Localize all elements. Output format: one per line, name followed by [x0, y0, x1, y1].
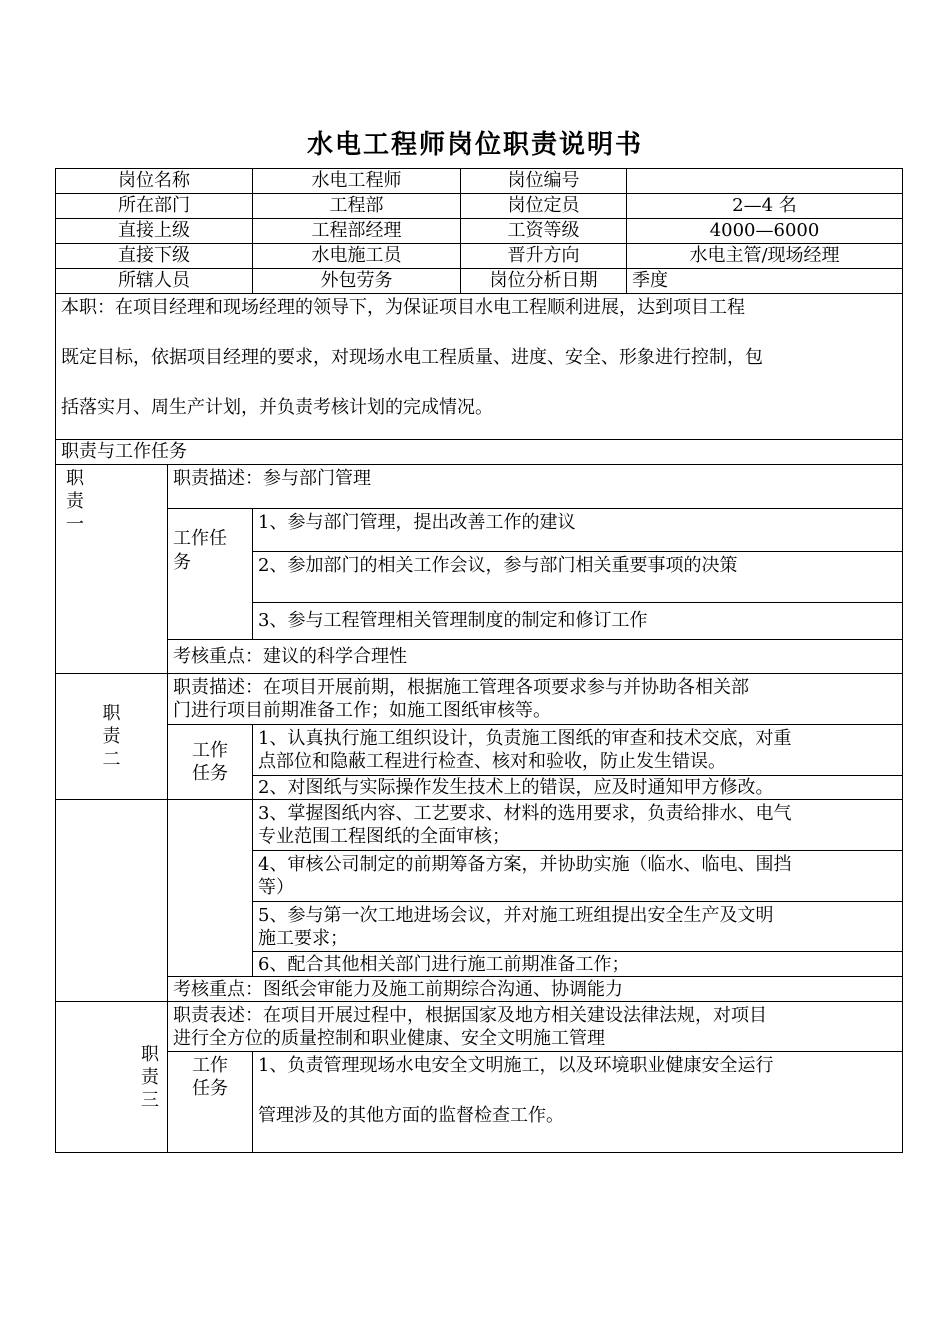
info-label: 所在部门 — [56, 194, 253, 219]
duty1-label-char: 职 — [66, 468, 84, 489]
tasks-label-line: 务 — [173, 552, 191, 573]
task-line: 4、审核公司制定的前期筹备方案，并协助实施（临水、临电、围挡 — [258, 854, 792, 875]
tasks-label-line: 任务 — [192, 763, 228, 784]
duty2-task — [253, 902, 903, 952]
duty3-label-char: 责 — [141, 1066, 159, 1088]
duty2-description-row — [56, 674, 903, 725]
duty1-label — [56, 465, 168, 674]
duty3-tasks-label — [168, 1052, 253, 1153]
info-value: 水电工程师 — [253, 169, 461, 194]
info-value: 水电施工员 — [253, 244, 461, 269]
duty3-task — [253, 1052, 903, 1153]
duty1-description: 职责描述：参与部门管理 — [168, 465, 903, 509]
task-row — [56, 725, 903, 776]
task-line: 1、认真执行施工组织设计，负责施工图纸的审查和技术交底，对重 — [258, 728, 792, 749]
tasks-label-line: 工作 — [192, 740, 228, 761]
duty1-tasks-label — [168, 509, 253, 640]
tasks-label-line: 工作任 — [173, 528, 227, 549]
info-label: 所辖人员 — [56, 269, 253, 294]
duty2-description — [168, 674, 903, 725]
description-line: 进行全方位的质量控制和职业健康、安全文明施工管理 — [173, 1027, 605, 1049]
task-line: 5、参与第一次工地进场会议，并对施工班组提出安全生产及文明 — [258, 904, 774, 926]
info-row — [56, 269, 903, 294]
duty1-task: 1、参与部门管理，提出改善工作的建议 — [253, 509, 903, 552]
task-line: 管理涉及的其他方面的监督检查工作。 — [258, 1105, 564, 1126]
duty2-label-char: 职 — [102, 703, 121, 724]
duty1-description-row — [56, 465, 903, 509]
task-line: 3、掌握图纸内容、工艺要求、材料的选用要求，负责给排水、电气 — [258, 803, 792, 824]
info-label: 岗位定员 — [461, 194, 627, 219]
info-value: 季度 — [627, 269, 903, 294]
task-row — [56, 509, 903, 552]
duty3-description-row — [56, 1002, 903, 1052]
info-row — [56, 244, 903, 269]
info-label: 工资等级 — [461, 219, 627, 244]
blank-cell — [168, 800, 253, 977]
duty2-task — [253, 725, 903, 776]
info-value: 4000—6000 — [627, 219, 903, 244]
duty2-task: 2、对图纸与实际操作发生技术上的错误，应及时通知甲方修改。 — [253, 776, 903, 800]
description-line: 门进行项目前期准备工作；如施工图纸审核等。 — [173, 700, 551, 721]
duty3-description — [168, 1002, 903, 1052]
info-label: 直接下级 — [56, 244, 253, 269]
task-line: 施工要求； — [258, 927, 348, 949]
summary-line: 既定目标，依据项目经理的要求，对现场水电工程质量、进度、安全、形象进行控制，包 — [61, 347, 763, 368]
info-value: 工程部 — [253, 194, 461, 219]
duty2-task: 6、配合其他相关部门进行施工前期准备工作； — [253, 952, 903, 977]
task-row — [56, 1052, 903, 1153]
info-value: 2—4 名 — [627, 194, 903, 219]
job-description-table — [55, 168, 903, 1153]
section-header-row — [56, 440, 903, 465]
summary-line: 本职：在项目经理和现场经理的领导下，为保证项目水电工程顺利进展，达到项目工程 — [61, 297, 745, 318]
duty1-assessment: 考核重点：建议的科学合理性 — [168, 640, 903, 674]
task-line: 等） — [258, 877, 294, 898]
duty1-label-char: 一 — [66, 514, 84, 535]
duty2-tasks-label — [168, 725, 253, 800]
info-value: 外包劳务 — [253, 269, 461, 294]
duty3-label — [56, 1002, 168, 1153]
duty2-label — [56, 674, 168, 800]
info-row — [56, 194, 903, 219]
task-row — [56, 800, 903, 851]
duty2-assessment: 考核重点：图纸会审能力及施工前期综合沟通、协调能力 — [168, 977, 903, 1002]
summary-row — [56, 294, 903, 440]
task-line: 点部位和隐蔽工程进行检查、核对和验收，防止发生错误。 — [258, 751, 726, 772]
info-row — [56, 219, 903, 244]
summary-line: 括落实月、周生产计划，并负责考核计划的完成情况。 — [61, 397, 493, 418]
duty3-label-char: 职 — [141, 1043, 159, 1065]
section-header: 职责与工作任务 — [56, 440, 903, 465]
duty2-task — [253, 800, 903, 851]
duty2-task — [253, 851, 903, 902]
duty1-label-char: 责 — [66, 491, 84, 512]
tasks-label-line: 工作 — [192, 1055, 228, 1076]
document-title: 水电工程师岗位职责说明书 — [306, 130, 643, 160]
info-label: 岗位分析日期 — [461, 269, 627, 294]
duty2-label-char: 二 — [102, 749, 121, 770]
description-line: 职责描述：在项目开展前期，根据施工管理各项要求参与并协助各相关部 — [173, 677, 749, 698]
info-value: 工程部经理 — [253, 219, 461, 244]
duty1-assessment-row — [56, 640, 903, 674]
task-line: 专业范围工程图纸的全面审核； — [258, 826, 510, 847]
blank-cell — [56, 800, 168, 1002]
info-row — [56, 169, 903, 194]
duty1-task: 2、参加部门的相关工作会议，参与部门相关重要事项的决策 — [253, 552, 903, 603]
task-line: 1、负责管理现场水电安全文明施工，以及环境职业健康安全运行 — [258, 1055, 774, 1076]
duty3-label-char: 三 — [141, 1089, 159, 1111]
info-label: 岗位名称 — [56, 169, 253, 194]
info-value — [627, 169, 903, 194]
info-label: 直接上级 — [56, 219, 253, 244]
duty1-task: 3、参与工程管理相关管理制度的制定和修订工作 — [253, 603, 903, 640]
duty2-assessment-row — [56, 977, 903, 1002]
duty2-label-char: 责 — [102, 726, 121, 747]
tasks-label-line: 任务 — [192, 1078, 228, 1099]
summary-cell — [56, 294, 903, 440]
info-label: 晋升方向 — [461, 244, 627, 269]
description-line: 职责表述：在项目开展过程中，根据国家及地方相关建设法律法规，对项目 — [173, 1004, 767, 1026]
info-value: 水电主管/现场经理 — [627, 244, 903, 269]
info-label: 岗位编号 — [461, 169, 627, 194]
